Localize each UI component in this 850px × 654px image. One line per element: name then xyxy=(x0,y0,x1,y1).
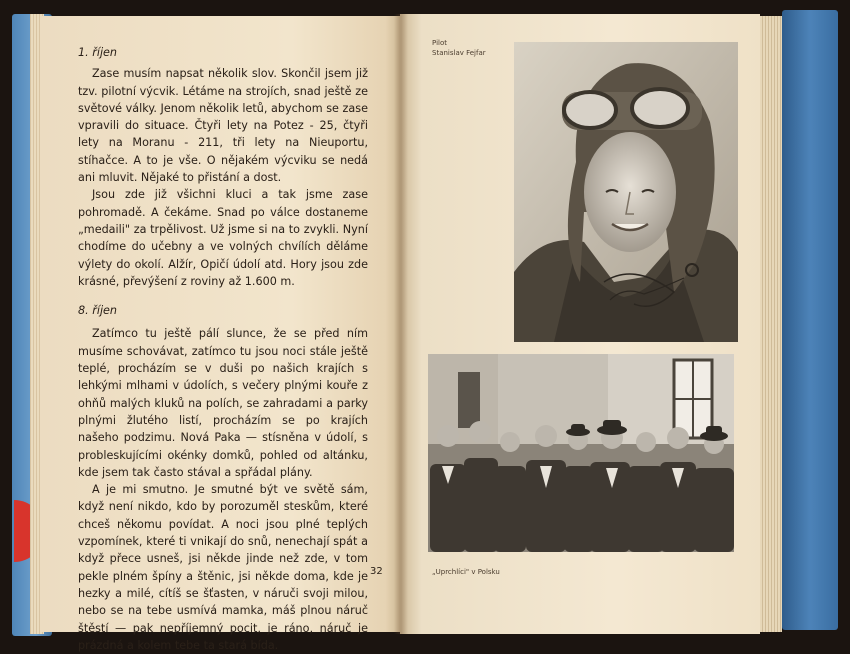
portrait-caption-name: Stanislav Fejfar xyxy=(432,49,486,57)
entry-date: 8. říjen xyxy=(78,304,118,318)
page-number: 32 xyxy=(370,566,383,577)
diary-text xyxy=(78,40,368,654)
portrait-caption-role: Pilot xyxy=(432,39,447,47)
entry-paragraph: Zatímco tu ještě pálí slunce, že se před ním musíme schovávat, zatímco tu jsou noci stále ještě teplé, procházím se v duši po našich krajích s lehkými mlhami v údolích, s večery plnými kouře z ohňů malých kluků na polích, se zahradami a parky plnými žlutého listí, procházím se po krajích našeho podzimu. Nová Paka — stísněna v údolí, s probleskujícími okénky domků, pohled od altánku, kde jsem tak často stával a spřádal plány. xyxy=(78,327,368,479)
book-gutter xyxy=(394,14,408,634)
entry-paragraph: A je mi smutno. Je smutné být ve světě sám, když není nikdo, kdo by porozuměl steskům, které chceš někomu povídat. A noci jsou plné teplých vzpomínek, které ti vnikají do snů, nenechají spát a když přece usneš, jsi někde jinde než zde, v tom pekle plném špíny a štěnic, jsi někde doma, kde je hezky a milé, cítíš se šťasten, v náruči svoji milou, nebo se na tebe usmívá mamka, máš plnou náruč štěstí — pak nepříjemný pocit, je ráno, náruč je prázdná a kolem tebe ta stará bída. xyxy=(78,483,368,652)
page-edges-right xyxy=(760,16,782,632)
pilot-portrait-photo xyxy=(514,42,738,342)
group-photo-caption: „Uprchlíci" v Polsku xyxy=(432,568,500,576)
portrait-caption xyxy=(432,38,512,58)
entry-paragraph: Jsou zde již všichni kluci a tak jsme zase pohromadě. A čekáme. Snad po válce dostaneme „medaili" za trpělivost. Už jsme si na to zvykli. Nyní chodíme do učebny a ve volných chvílích děláme výlety do okolí. Alžír, Opičí údolí atd. Hory jsou zde krásné, převýšení z roviny až 1.600 m. xyxy=(78,188,368,288)
group-photo xyxy=(428,354,734,552)
book-cover-right xyxy=(782,10,838,630)
entry-date: 1. říjen xyxy=(78,46,118,59)
entry-paragraph: Zase musím napsat několik slov. Skončil jsem již tzv. pilotní výcvik. Létáme na strojích, snad ještě ze světové války. Jenom několik letů, abychom se zase vpravili do situace. Čtyři lety na Potez - 25, čtyři lety na Moranu - 211, tři lety na Nieuportu, stíhačce. A to je vše. O nějakém výcviku se nedá ani mluvit. Nějaké to přistání a dost. xyxy=(78,67,368,185)
